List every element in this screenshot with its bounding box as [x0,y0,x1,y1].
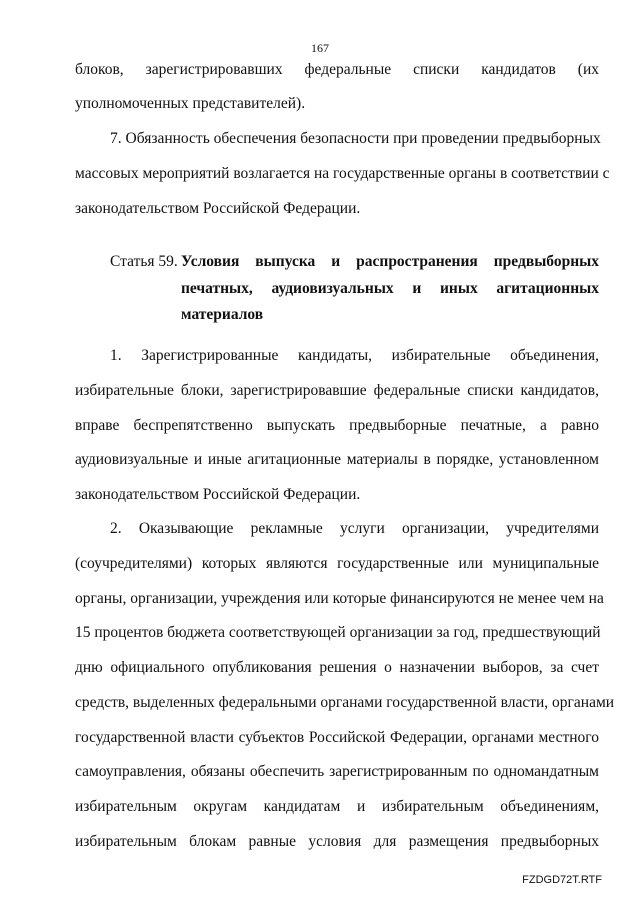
text-line: аудиовизуальные и иные агитационные материалы в порядке, установленном [75,451,599,468]
text-line: законодательством Российской Федерации. [75,486,361,503]
article-label: Статья 59. [110,253,178,270]
text-line: 7. Обязанность обеспечения безопасности при проведении предвыборных [110,130,601,147]
text-line: избирательным блокам равные условия для размещения предвыборных [75,833,599,850]
text-line: государственной власти субъектов Российской Федерации, органами местного [75,729,599,746]
text-line: избирательным округам кандидатам и избирательным объединениям, [75,798,599,815]
article-title-line: материалов [181,306,264,323]
text-line: избирательные блоки, зарегистрировавшие федеральные списки кандидатов, [75,382,599,399]
text-line: (соучредителями) которых являются государственные или муниципальные [75,555,599,572]
text-line: органы, организации, учреждения или которые финансируются не менее чем на [75,590,604,607]
text-line: законодательством Российской Федерации. [75,200,361,217]
page-number: 167 [311,41,329,55]
text-line: вправе беспрепятственно выпускать предвыборные печатные, а равно [75,417,599,434]
article-title-line: Условия выпуска и распространения предвыборных [181,253,599,270]
text-line: уполномоченных представителей). [75,95,306,112]
article-title-line: печатных, аудиовизуальных и иных агитационных [181,280,599,297]
text-line: средств, выделенных федеральными органами государственной власти, органами [75,694,615,711]
text-line: блоков, зарегистрировавших федеральные списки кандидатов (их [75,61,599,78]
text-line: 15 процентов бюджета соответствующей организации за год, предшествующий [75,624,601,641]
text-line: самоуправления, обязаны обеспечить зарегистрированным по одномандатным [75,763,599,780]
text-line: 2. Оказывающие рекламные услуги организации, учредителями [110,520,599,537]
text-line: 1. Зарегистрированные кандидаты, избирательные объединения, [110,347,599,364]
footer-code: FZDGD72T.RTF [522,874,602,886]
text-line: массовых мероприятий возлагается на государственные органы в соответствии с [75,165,610,182]
text-line: дню официального опубликования решения о назначении выборов, за счет [75,659,599,676]
